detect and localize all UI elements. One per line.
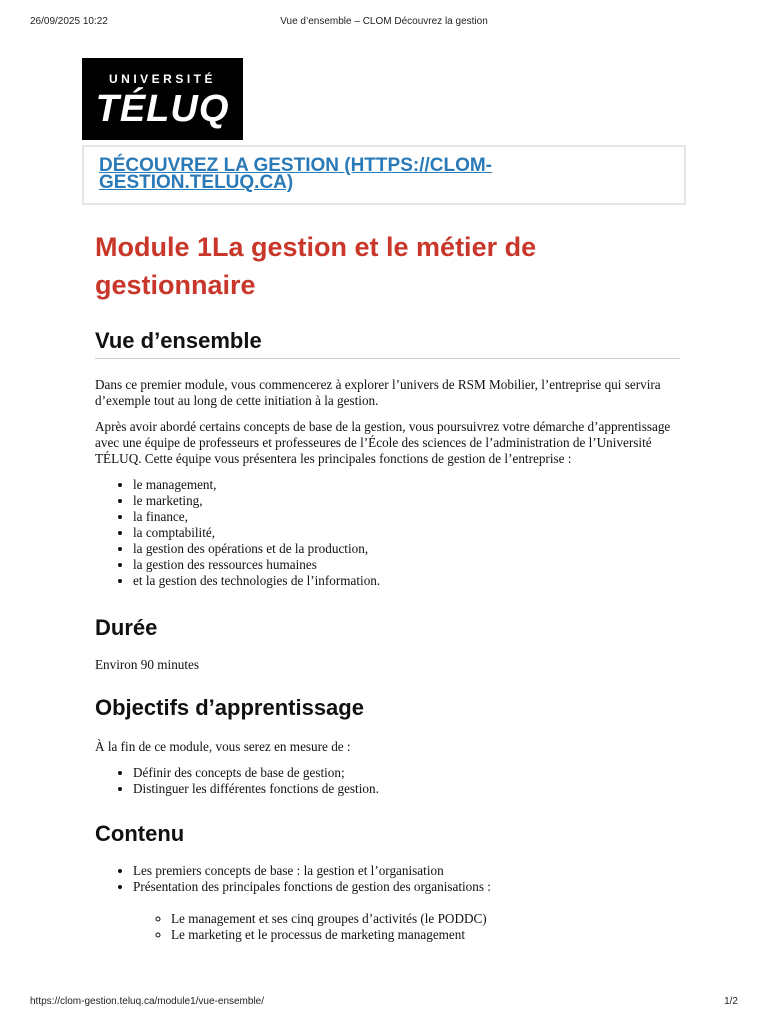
site-home-link[interactable]: DÉCOUVREZ LA GESTION (HTTPS://CLOM-GESTION.TELUQ.CA) [99, 155, 493, 193]
list-item: • la gestion des opérations et de la production, [133, 541, 680, 557]
list-item: ◦ Le management et ses cinq groupes d’activités (le PODDC) [171, 911, 680, 927]
print-datetime: 26/09/2025 10:22 [30, 16, 108, 27]
functions-list [95, 477, 680, 589]
list-item [133, 879, 680, 943]
print-header [30, 16, 738, 32]
list-item: • Distinguer les différentes fonctions de gestion. [133, 781, 680, 797]
print-footer [30, 996, 738, 1010]
site-link-box [82, 145, 686, 205]
contents-list [95, 863, 680, 943]
list-item: • la gestion des ressources humaines [133, 557, 680, 573]
module-title: Module 1La gestion et le métier de gestionnaire [95, 232, 537, 300]
list-item: • et la gestion des technologies de l’information. [133, 573, 680, 589]
duration-heading: Durée [95, 615, 158, 640]
overview-paragraph-1: Dans ce premier module, vous commencerez à explorer l’univers de RSM Mobilier, l’entreprise qui servira d’exemple tout au long de cette initiation à la gestion. [95, 377, 661, 408]
contents-sublist [133, 911, 680, 943]
main-content [95, 228, 680, 943]
teluq-logo[interactable] [82, 58, 243, 140]
objectives-heading: Objectifs d’apprentissage [95, 695, 364, 720]
logo-top-text: UNIVERSITÉ [108, 72, 216, 86]
list-item: • Définir des concepts de base de gestion; [133, 765, 680, 781]
list-item: • le management, [133, 477, 680, 493]
overview-heading: Vue d’ensemble [95, 328, 680, 359]
print-page-title: Vue d’ensemble – CLOM Découvrez la gestion [280, 16, 488, 27]
list-item: • la comptabilité, [133, 525, 680, 541]
list-item: • la finance, [133, 509, 680, 525]
print-url: https://clom-gestion.teluq.ca/module1/vue-ensemble/ [30, 996, 265, 1007]
list-item-label: Présentation des principales fonctions de gestion des organisations : [133, 879, 491, 894]
duration-text: Environ 90 minutes [95, 657, 200, 672]
logo-main-text: TÉLUQ [95, 88, 230, 130]
overview-paragraph-2: Après avoir abordé certains concepts de base de la gestion, vous poursuivrez votre démarche d’apprentissage avec une équipe de professeurs et professeures de l’École des sciences de l’administration de l’Université TÉLUQ. Cette équipe vous présentera les principales fonctions de gestion de l’entreprise : [95, 419, 671, 466]
list-item: • le marketing, [133, 493, 680, 509]
list-item: • Les premiers concepts de base : la gestion et l’organisation [133, 863, 680, 879]
contents-heading: Contenu [95, 821, 185, 846]
objectives-list [95, 765, 680, 797]
objectives-intro: À la fin de ce module, vous serez en mesure de : [95, 739, 351, 754]
print-page-number: 1/2 [724, 996, 738, 1007]
list-item: ◦ Le marketing et le processus de marketing management [171, 927, 680, 943]
